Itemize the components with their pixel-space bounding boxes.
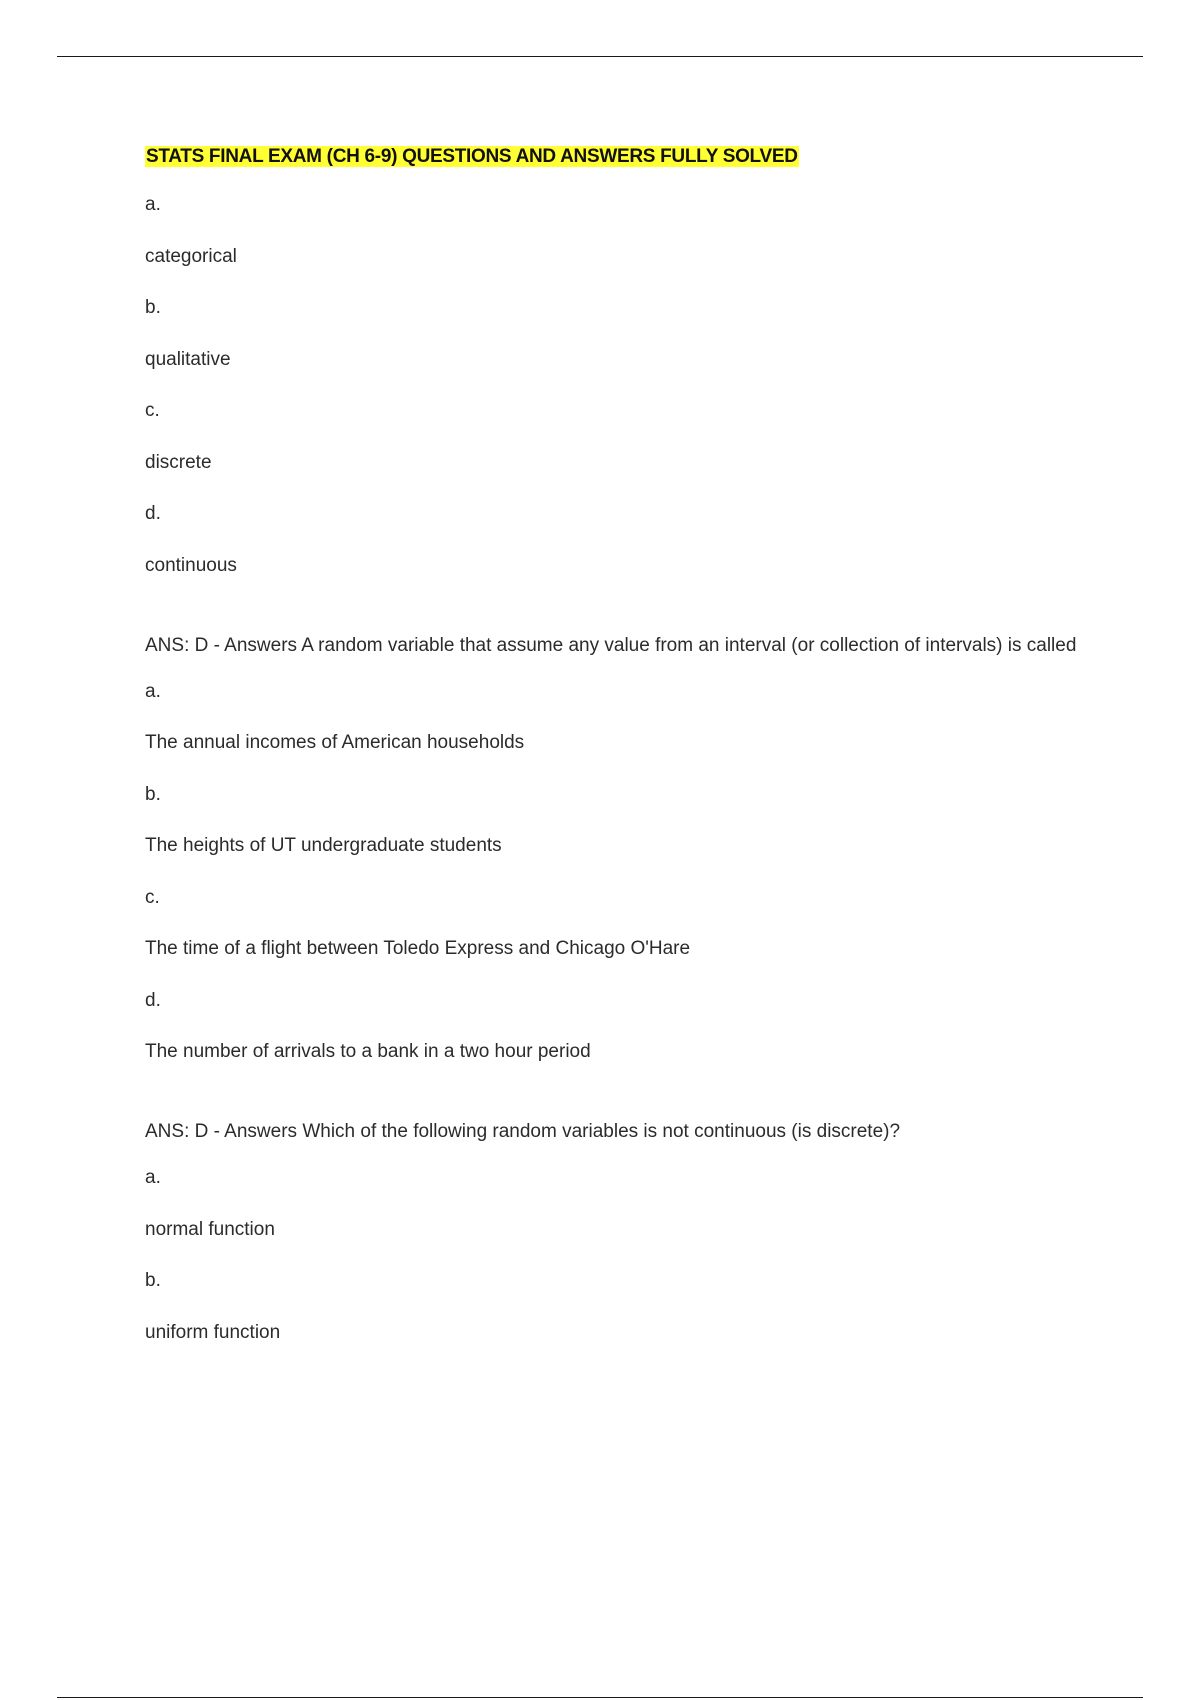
option-letter-b: b. [145,1270,161,1291]
option-text-b: qualitative [145,348,231,370]
option-text-d: The number of arrivals to a bank in a two hour period [145,1041,591,1062]
option-letter-a: a. [145,1167,161,1188]
option-text-c: discrete [145,451,212,473]
option-letter-b: b. [145,783,161,805]
option-letter-a: a. [145,680,161,702]
option-text-d: continuous [145,554,237,576]
option-text-c: The time of a flight between Toledo Express and Chicago O'Hare [145,938,691,959]
option-letter-c: c. [145,886,160,908]
document-body [145,142,1105,1369]
option-letter-b: b. [145,297,161,318]
question-block-3 [145,1163,1105,1348]
document-title: STATS FINAL EXAM (CH 6-9) QUESTIONS AND ANSWERS FULLY SOLVED [146,146,798,167]
header-rule [57,56,1143,57]
footer-rule [57,1697,1143,1698]
option-text-a: normal function [145,1218,275,1240]
title-line [145,142,1105,173]
answer-line-2: ANS: D - Answers Which of the following random variables is not continuous (is discrete)? [145,1121,901,1142]
answer-line-1: ANS: D - Answers A random variable that assume any value from an interval (or collection of intervals) is called [145,634,1077,656]
option-text-b: uniform function [145,1321,281,1343]
option-letter-d: d. [145,989,161,1011]
question-block-1 [145,190,1105,581]
option-letter-d: d. [145,503,161,524]
option-text-b: The heights of UT undergraduate students [145,835,502,856]
option-letter-a: a. [145,194,161,215]
option-text-a: categorical [145,245,237,267]
question-block-2 [145,677,1105,1068]
option-text-a: The annual incomes of American households [145,732,525,753]
option-letter-c: c. [145,400,160,421]
